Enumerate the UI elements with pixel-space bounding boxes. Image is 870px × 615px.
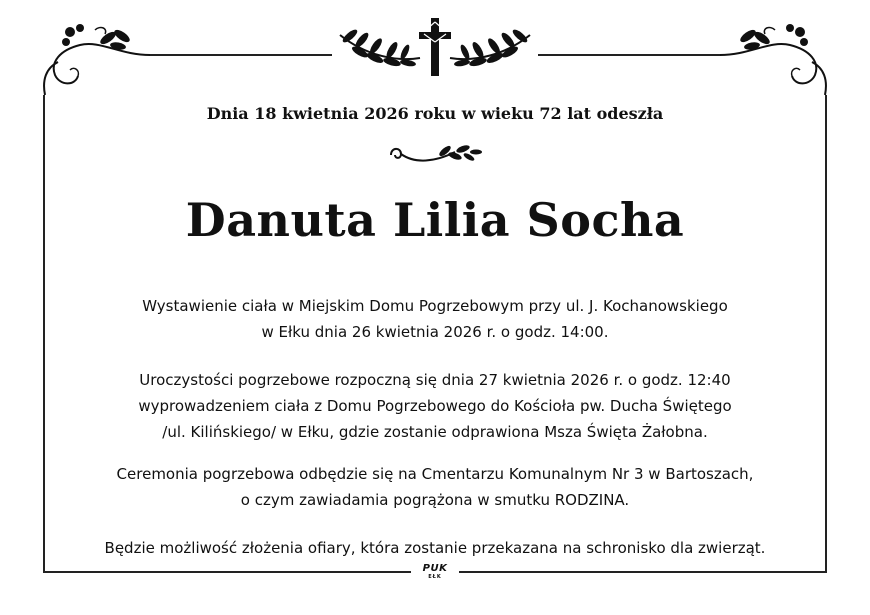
- frame-left-border: [43, 95, 45, 573]
- logo-line-2: EŁK: [428, 574, 442, 580]
- deceased-name: Danuta Lilia Socha: [185, 193, 685, 247]
- paragraph-funeral-ceremony: [60, 367, 810, 445]
- paragraph-line: Wystawienie ciała w Miejskim Domu Pogrzebowym przy ul. J. Kochanowskiego: [142, 297, 728, 315]
- paragraph-line: /ul. Kilińskiego/ w Ełku, gdzie zostanie odprawiona Msza Święta Żałobna.: [162, 423, 708, 441]
- paragraph-viewing: [60, 293, 810, 345]
- puk-logo: [413, 563, 457, 583]
- paragraph-cemetery: [60, 461, 810, 513]
- paragraph-line: o czym zawiadamia pogrążona w smutku RODZINA.: [240, 491, 630, 509]
- paragraph-line: Uroczystości pogrzebowe rozpoczną się dnia 27 kwietnia 2026 r. o godz. 12:40: [139, 371, 731, 389]
- cross-with-laurel-icon: [340, 18, 530, 76]
- frame-bottom-border-left: [43, 571, 411, 573]
- frame-bottom-border-right: [459, 571, 827, 573]
- leaf-swirl-icon: [385, 142, 485, 168]
- frame-right-border: [825, 95, 827, 573]
- floral-corner-icon: [44, 24, 150, 95]
- paragraph-line: w Ełku dnia 26 kwietnia 2026 r. o godz. 14:00.: [261, 323, 609, 341]
- paragraph-donation: [60, 535, 810, 561]
- logo-line-1: PUK: [422, 563, 448, 574]
- paragraph-line: wyprowadzeniem ciała z Domu Pogrzebowego do Kościoła pw. Ducha Świętego: [138, 397, 732, 415]
- paragraph-line: Ceremonia pogrzebowa odbędzie się na Cmentarzu Komunalnym Nr 3 w Bartoszach,: [116, 465, 754, 483]
- paragraph-line: Będzie możliwość złożenia ofiary, która zostanie przekazana na schronisko dla zwierząt.: [104, 539, 766, 557]
- floral-corner-icon: [720, 24, 826, 95]
- headline: Dnia 18 kwietnia 2026 roku w wieku 72 lat odeszła: [206, 104, 664, 123]
- top-border-ornament: [0, 0, 870, 95]
